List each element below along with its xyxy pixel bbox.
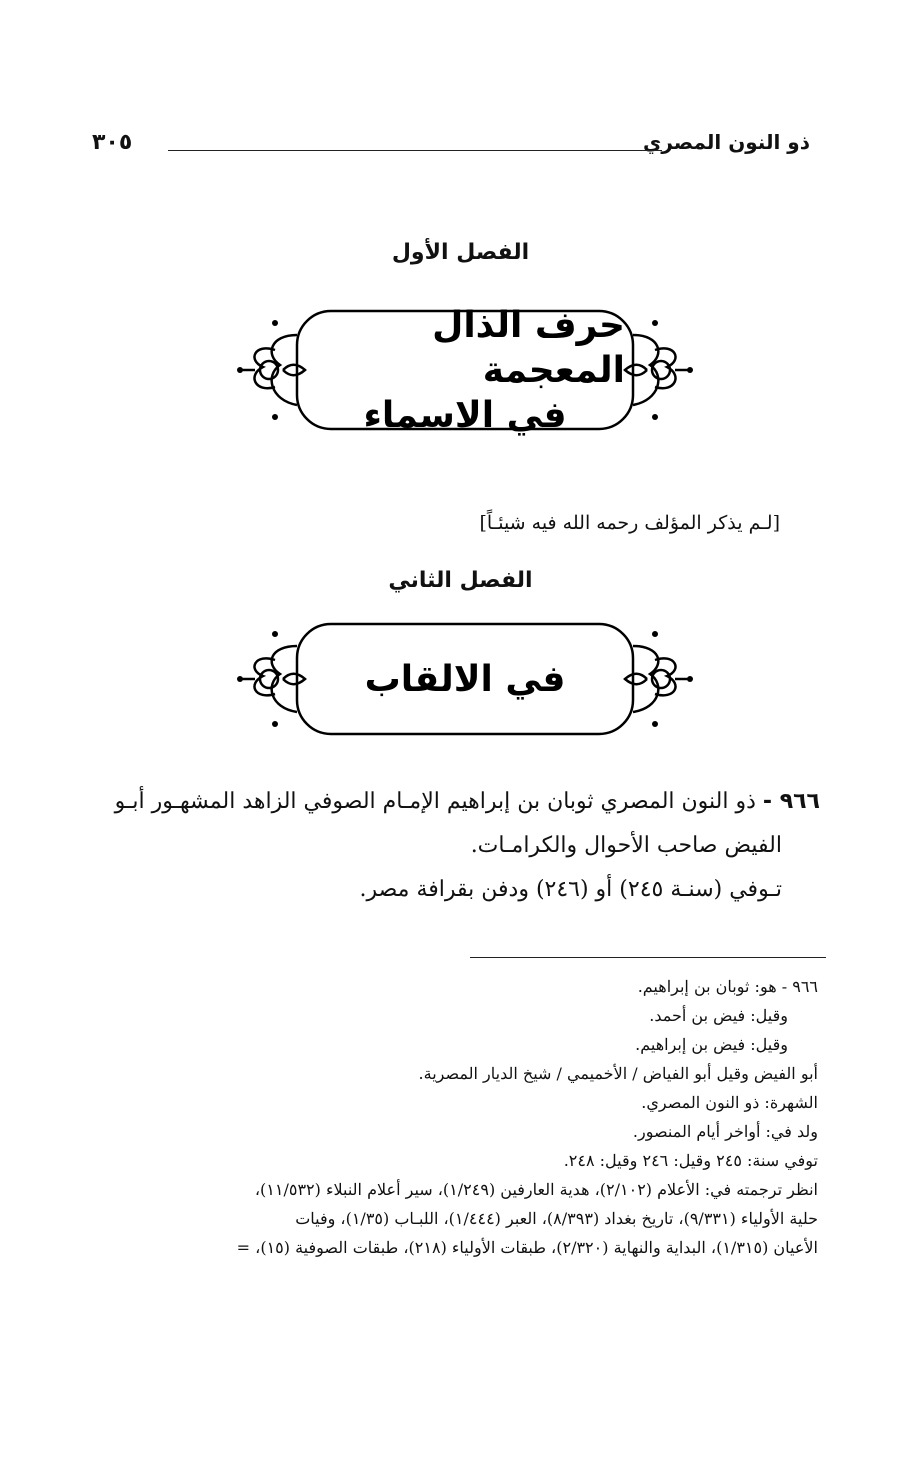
page-number: ٣٠٥ bbox=[92, 130, 133, 155]
editor-note: [لـم يذكر المؤلف رحمه الله فيه شيئـاً] bbox=[479, 512, 780, 534]
entry-line bbox=[100, 780, 820, 824]
frame-title-line2: في الاسماء bbox=[363, 394, 567, 436]
footnote-line: توفي سنة: ٢٤٥ وقيل: ٢٤٦ وقيل: ٢٤٨. bbox=[563, 1151, 818, 1170]
frame-title bbox=[305, 305, 625, 435]
footnote-line: ٩٦٦ - هو: ثوبان بن إبراهيم. bbox=[637, 977, 818, 996]
footnote-line: وقيل: فيض بن أحمد. bbox=[649, 1006, 788, 1025]
running-title: ذو النون المصري bbox=[642, 130, 810, 154]
chapter-two-heading: الفصل الثاني bbox=[388, 568, 533, 593]
entry-number: ٩٦٦ - bbox=[762, 789, 820, 814]
entry-966 bbox=[100, 780, 820, 912]
footnote-line: ولد في: أواخر أيام المنصور. bbox=[632, 1122, 818, 1141]
footnote-line: انظر ترجمته في: الأعلام (٢/١٠٢)، هدية العارفين (١/٢٤٩)، سير أعلام النبلاء (١١/٥٣٢)، bbox=[254, 1180, 818, 1199]
ornamental-frame-names bbox=[235, 305, 695, 435]
chapter-one-heading: الفصل الأول bbox=[391, 240, 530, 265]
footnote-line: أبو الفيض وقيل أبو الفياض / الأخميمي / شيخ الديار المصرية. bbox=[418, 1064, 818, 1083]
footnote-line: حلية الأولياء (٩/٣٣١)، تاريخ بغداد (٨/٣٩٣)، العبر (١/٤٤٤)، اللبـاب (١/٣٥)، وفيات bbox=[295, 1209, 818, 1228]
entry-text-line2: الفيض صاحب الأحوال والكرامـات. bbox=[470, 833, 782, 858]
footnote-line: الشهرة: ذو النون المصري. bbox=[641, 1093, 818, 1112]
frame-title bbox=[305, 618, 625, 740]
page-header bbox=[92, 130, 810, 170]
header-rule bbox=[168, 150, 662, 151]
footnotes bbox=[100, 972, 818, 1262]
footnote-line: الأعيان (١/٣١٥)، البداية والنهاية (٢/٣٢٠)، طبقات الأولياء (٢١٨)، طبقات الصوفية (١٥)، = bbox=[236, 1238, 818, 1257]
entry-text-line1: ذو النون المصري ثوبان بن إبراهيم الإمـام الصوفي الزاهد المشهـور أبـو bbox=[114, 789, 756, 814]
frame-title-line1: حرف الذال المعجمة bbox=[432, 304, 625, 391]
footnote-separator bbox=[470, 957, 826, 958]
entry-text-line3: تـوفي (سنـة ٢٤٥) أو (٢٤٦) ودفن بقرافة مصر. bbox=[359, 877, 782, 902]
ornamental-frame-titles bbox=[235, 618, 695, 740]
footnote-line: وقيل: فيض بن إبراهيم. bbox=[635, 1035, 788, 1054]
frame-title-line1: في الالقاب bbox=[364, 658, 566, 700]
